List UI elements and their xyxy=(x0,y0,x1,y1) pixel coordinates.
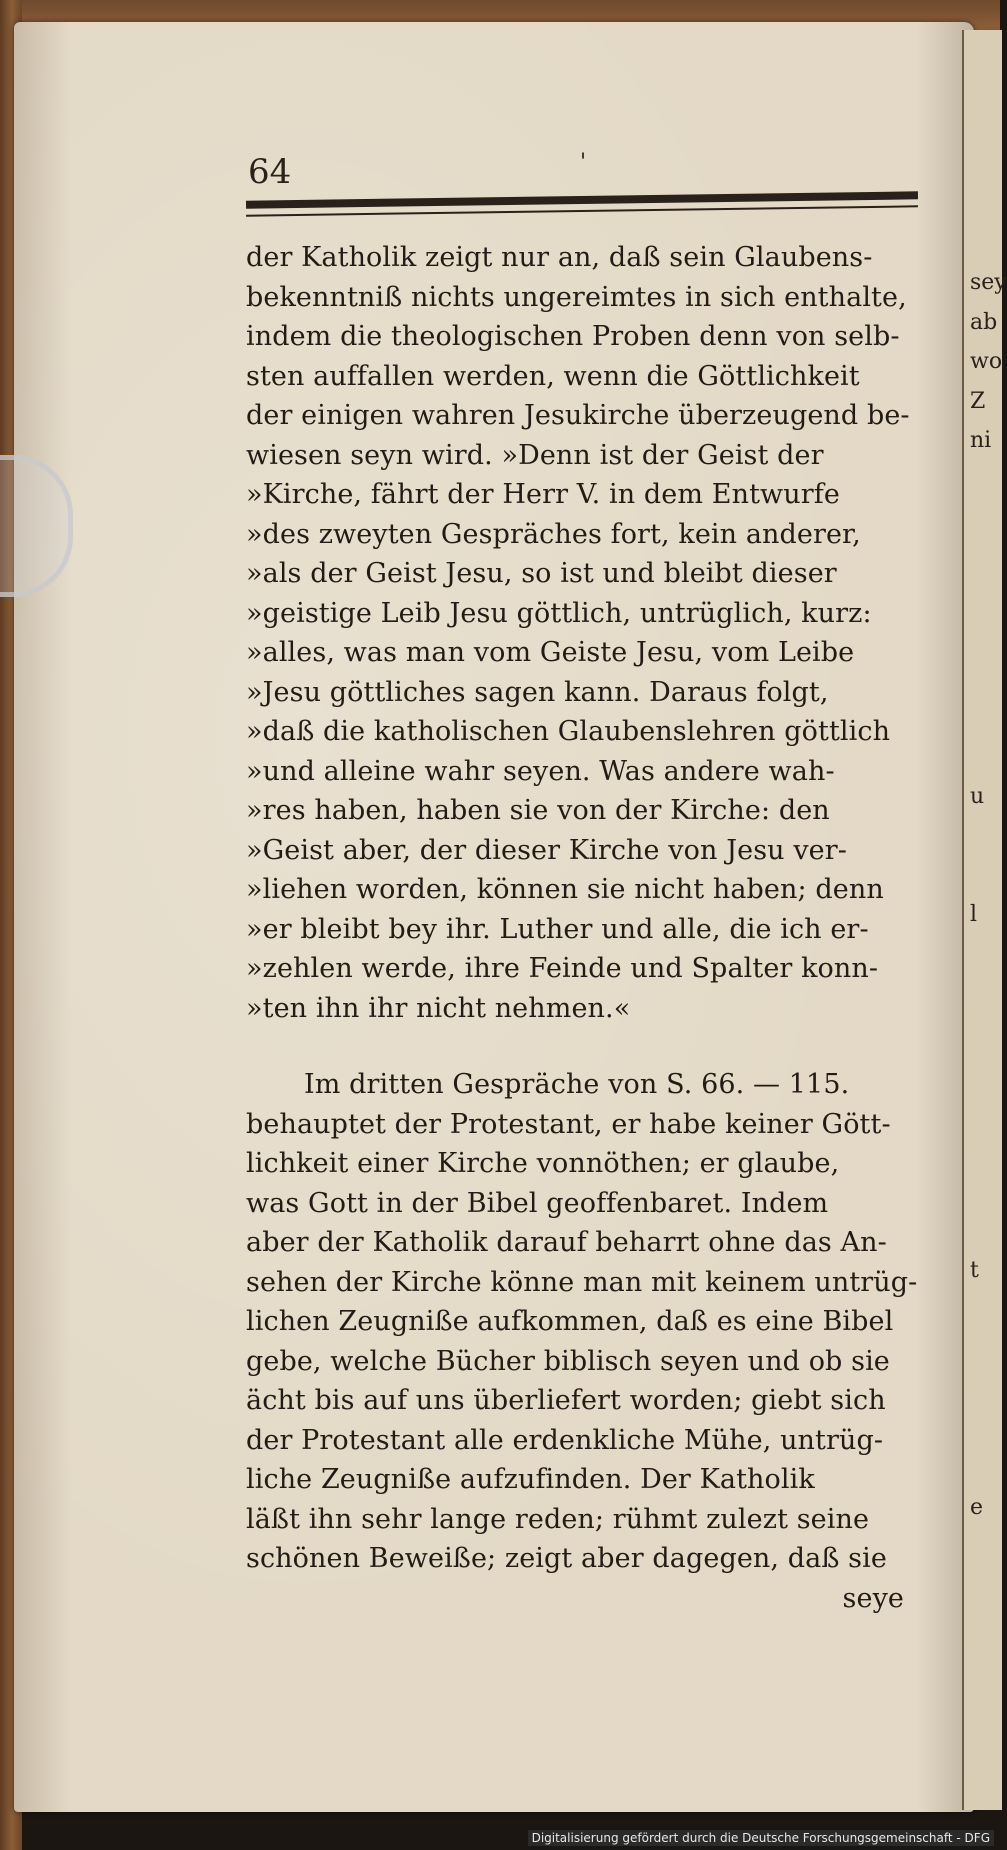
text-line: wiesen seyn wird. »Denn ist der Geist der xyxy=(246,439,824,471)
text-line: »res haben, haben sie von der Kirche: den xyxy=(246,795,830,826)
adjacent-page-fragment: u xyxy=(970,783,985,809)
page-number: 64 xyxy=(248,152,292,192)
text-line: was Gott in der Bibel geoffenbaret. Indem xyxy=(246,1187,829,1219)
adjacent-page-fragment: Z xyxy=(970,388,986,414)
text-line: der Protestant alle erdenkliche Mühe, untrüg- xyxy=(246,1424,884,1456)
text-line: aber der Katholik darauf beharrt ohne das An- xyxy=(246,1227,887,1258)
paragraph-gap xyxy=(246,1028,926,1065)
text-line: »daß die katholischen Glaubenslehren göttlich xyxy=(246,716,891,747)
text-line: sehen der Kirche könne man mit keinem untrüg- xyxy=(246,1266,918,1298)
text-line: »und alleine wahr seyen. Was andere wah- xyxy=(246,755,835,787)
body-text xyxy=(246,238,926,1618)
paragraph-1 xyxy=(246,238,926,1028)
catchword: seye xyxy=(842,1582,904,1614)
text-line: »alles, was man vom Geiste Jesu, vom Leibe xyxy=(246,637,855,668)
text-line: Im dritten Gespräche von S. 66. — 115. xyxy=(304,1069,850,1100)
text-line: lichkeit einer Kirche vonnöthen; er glaube, xyxy=(246,1148,840,1179)
text-line: schönen Beweiße; zeigt aber dagegen, daß sie xyxy=(246,1543,887,1574)
digitization-credit: Digitalisierung gefördert durch die Deutsche Forschungsgemeinschaft - DFG xyxy=(528,1830,994,1846)
text-line: »des zweyten Gespräches fort, kein anderer, xyxy=(246,518,861,550)
text-line: läßt ihn sehr lange reden; rühmt zulezt seine xyxy=(246,1503,870,1535)
text-line: »zehlen werde, ihre Feinde und Spalter konn- xyxy=(246,953,879,984)
text-line: »Geist aber, der dieser Kirche von Jesu ver- xyxy=(246,834,847,866)
paragraph-2 xyxy=(246,1065,926,1579)
adjacent-page-fragment: l xyxy=(970,902,978,927)
adjacent-page-fragment: ab xyxy=(970,309,998,335)
adjacent-page-fragment: e xyxy=(970,1494,984,1520)
text-line: gebe, welche Bücher biblisch seyen und ob sie xyxy=(246,1345,890,1377)
printer-mark: ' xyxy=(580,150,587,175)
text-line: »geistige Leib Jesu göttlich, untrüglich, kurz: xyxy=(246,597,872,629)
text-line: bekenntniß nichts ungereimtes in sich enthalte, xyxy=(246,281,907,313)
adjacent-page-edge xyxy=(962,30,1007,1810)
text-line: der einigen wahren Jesukirche überzeugend be- xyxy=(246,400,910,431)
text-line: behauptet der Protestant, er habe keiner Gött- xyxy=(246,1108,891,1140)
text-line: sten auffallen werden, wenn die Göttlichkeit xyxy=(246,360,860,392)
text-line: »Kirche, fährt der Herr V. in dem Entwurfe xyxy=(246,479,840,510)
text-line: »ten ihn ihr nicht nehmen.« xyxy=(246,992,631,1024)
text-line: der Katholik zeigt nur an, daß sein Glaubens- xyxy=(246,242,873,273)
text-line: »liehen worden, können sie nicht haben; denn xyxy=(246,874,884,905)
text-line: ächt bis auf uns überliefert worden; giebt sich xyxy=(246,1385,886,1416)
text-line: indem die theologischen Proben denn von selb- xyxy=(246,321,900,352)
text-line: »Jesu göttliches sagen kann. Daraus folgt, xyxy=(246,676,829,708)
text-line: »als der Geist Jesu, so ist und bleibt dieser xyxy=(246,558,837,589)
text-line: »er bleibt bey ihr. Luther und alle, die ich er- xyxy=(246,913,869,945)
adjacent-page-fragment: sey xyxy=(970,270,1007,295)
adjacent-page-fragment: t xyxy=(970,1257,979,1283)
adjacent-page-fragment: ni xyxy=(970,428,992,453)
adjacent-page-fragment: wo xyxy=(970,349,1003,374)
text-line: liche Zeugniße aufzufinden. Der Katholik xyxy=(246,1464,815,1495)
text-line: lichen Zeugniße aufkommen, daß es eine Bibel xyxy=(246,1306,894,1337)
